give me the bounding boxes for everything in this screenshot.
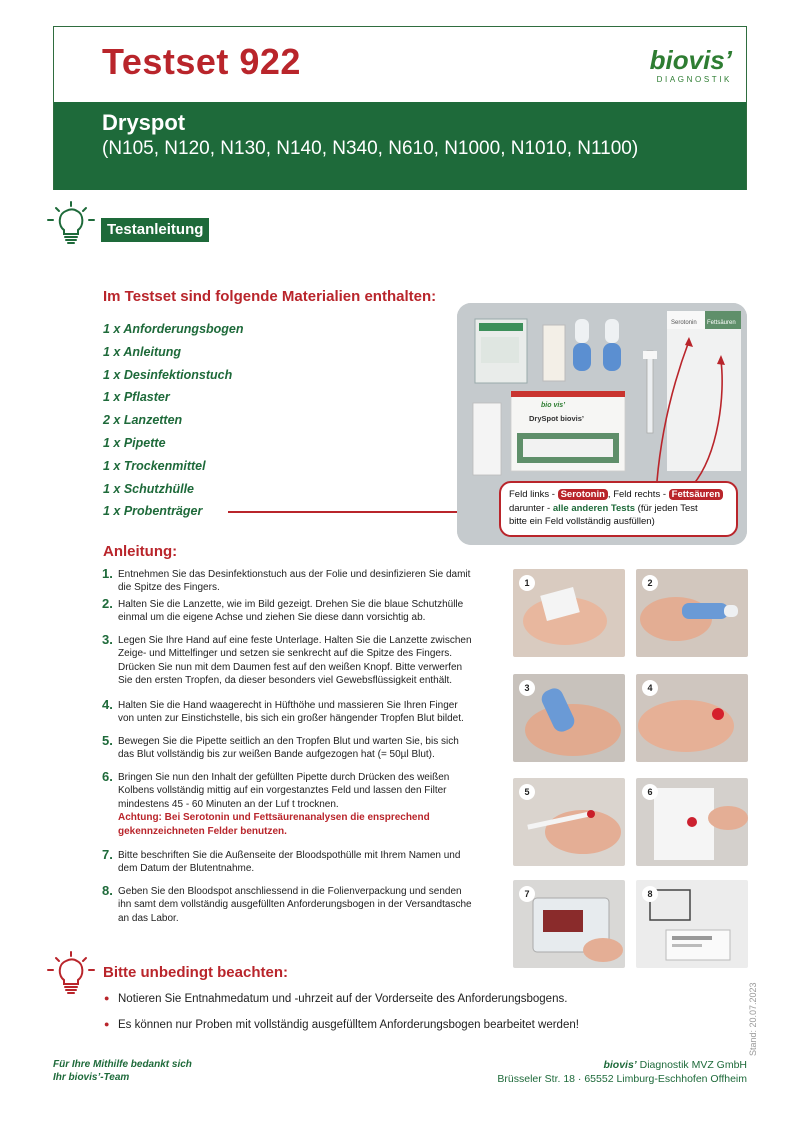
box-brand: bio vis’ [541,402,566,409]
step-photo-number: 3 [519,680,535,696]
step-item [102,699,476,735]
step-number: 6. [102,769,113,784]
step-photo-number: 1 [519,575,535,591]
product-name: Dryspot [102,110,186,135]
step-photo-5 [513,778,625,866]
notes-list [104,993,579,1045]
list-item: 1 x Anleitung [103,344,182,359]
step-number: 1. [102,566,113,581]
step-photo-4 [636,674,748,762]
step-item [102,771,476,849]
step-number: 5. [102,733,113,748]
list-item: 1 x Probenträger [103,504,203,519]
step-text: Bringen Sie nun den Inhalt der gefüllten Pipette durch Drücken des weißen Kolbens vollständig mittig auf ein vorgestanztes Feld und lassen den Filter mindestens 45 - 60 Minuten an der Luf t trocknen. [118,772,450,810]
callout-line3: bitte ein Feld vollständig ausfüllen) [509,516,655,527]
step-photo-number: 4 [642,680,658,696]
lightbulb-icon [44,200,98,248]
card-label-right: Fettsäuren [707,320,736,326]
step-number: 8. [102,883,113,898]
step-text: Bitte beschriften Sie die Außenseite der Bloodspothülle mit Ihrem Namen und dem Datum der Blutentnahme. [118,850,461,875]
step-item [102,885,476,930]
header-band [54,102,746,190]
step-number: 7. [102,847,113,862]
materials-heading: Im Testset sind folgende Materialien enthalten: [103,288,437,305]
step-item [102,735,476,771]
list-item: 2 x Lanzetten [103,413,183,428]
product-codes: (N105, N120, N130, N140, N340, N610, N1000, N1010, N1100) [102,138,639,159]
instructions-heading: Anleitung: [103,543,178,560]
step-photo-6 [636,778,748,866]
list-item: 1 x Anforderungsbogen [103,322,244,336]
list-item: 1 x Pflaster [103,390,170,405]
step-photo-8 [636,880,748,968]
callout-prefix: Feld links - [509,489,555,500]
step-text: Halten Sie die Lanzette, wie im Bild gezeigt. Drehen Sie die blaue Schutzhülle einmal um die eigene Achse und ziehen Sie diese dann vorsichtig ab. [118,599,464,624]
callout-other-tests: alle anderen Tests [552,502,636,514]
callout-line2-prefix: darunter - [509,502,553,514]
callout-serotonin: Serotonin [558,489,608,500]
instruction-steps [102,568,476,930]
step-text: Entnehmen Sie das Desinfektionstuch aus der Folie und desinfizieren Sie damit die Spitze des Fingers. [118,569,471,594]
step-photo-number: 5 [519,784,535,800]
box-title: DrySpot biovis’ [529,414,585,423]
step-number: 2. [102,596,113,611]
footer-brand: biovis’ [603,1059,637,1071]
step-number: 4. [102,697,113,712]
step-photo-2 [636,569,748,657]
footer-company-name: Diagnostik MVZ GmbH [636,1059,747,1071]
step-photo-number: 2 [642,575,658,591]
header-top [54,27,746,102]
step-text: Legen Sie Ihre Hand auf eine feste Unterlage. Halten Sie die Lanzette zwischen Zeige- und Mittelfinger und setzen sie senkrecht auf die Spitze des Fingers. Drücken Sie nun mit dem Daumen fest auf den weißen Knopf. Bitte verwerfen Sie den ersten Tropfen, da dieser besonders viel Gewebsflüssigkeit enthält. [118,635,472,687]
step-photo-3 [513,674,625,762]
list-item: ● Es können nur Proben mit vollständig ausgefülltem Anforderungsbogen bearbeitet werden! [104,1019,579,1045]
step-number: 3. [102,632,113,647]
lightbulb-icon-warning [44,950,98,998]
step-photo-7 [513,880,625,968]
step-warning: Achtung: Bei Serotonin und Fettsäurenanalysen die ensprechend gekennzeichneten Felder benutzen. [118,812,430,837]
card-label-left: Serotonin [671,320,697,326]
biovis-logo [650,47,732,84]
notes-heading: Bitte unbedingt beachten: [103,964,288,981]
list-item: ● Notieren Sie Entnahmedatum und -uhrzeit auf der Vorderseite des Anforderungsbogens. [104,993,579,1019]
materials-list [103,320,244,525]
logo-subtitle: DIAGNOSTIK [656,75,732,84]
footer-thanks-line1: Für Ihre Mithilfe bedankt sich [53,1059,192,1070]
list-item: 1 x Schutzhülle [103,481,194,496]
step-photo-1 [513,569,625,657]
list-item: 1 x Pipette [103,435,166,450]
step-text: Geben Sie den Bloodspot anschliessend in die Folienverpackung und senden ihn samt dem vollständig ausgefüllten Anforderungsbogen in der Versandtasche an das Labor. [118,886,472,924]
footer-thanks [53,1058,192,1084]
callout-fettsaeuren: Fettsäuren [669,489,724,500]
logo-word: biovis’ [649,45,732,75]
list-item: 1 x Trockenmittel [103,458,206,473]
instructions-badge: Testanleitung [101,218,209,242]
photo-callout [499,481,738,537]
list-item: 1 x Desinfektionstuch [103,367,233,382]
step-photo-number: 7 [519,886,535,902]
step-item [102,598,476,634]
step-photo-number: 8 [642,886,658,902]
revision-date: Stand: 20.07.2023 [748,982,758,1056]
callout-line2-suffix: (für jeden Test [635,502,698,514]
footer-address: Brüsseler Str. 18 · 65552 Limburg-Eschhofen Offheim [497,1073,747,1085]
step-item [102,849,476,885]
step-text: Halten Sie die Hand waagerecht in Hüfthöhe und massieren Sie Ihren Finger von unten zur Einstichstelle, bis sich ein großer hängender Tropfen Blut bildet. [118,700,464,725]
header [53,26,747,190]
step-photo-number: 6 [642,784,658,800]
step-item [102,634,476,699]
callout-middle: , Feld rechts - [607,489,666,500]
footer-company [497,1058,747,1086]
page-title: Testset 922 [102,41,301,82]
step-item [102,568,476,598]
step-text: Bewegen Sie die Pipette seitlich an den Tropfen Blut und warten Sie, bis sich das Blut vollständig bis zur weißen Bande aufgezogen hat (= 50µl Blut). [118,736,459,761]
footer-thanks-line2: Ihr biovis’-Team [53,1072,130,1083]
